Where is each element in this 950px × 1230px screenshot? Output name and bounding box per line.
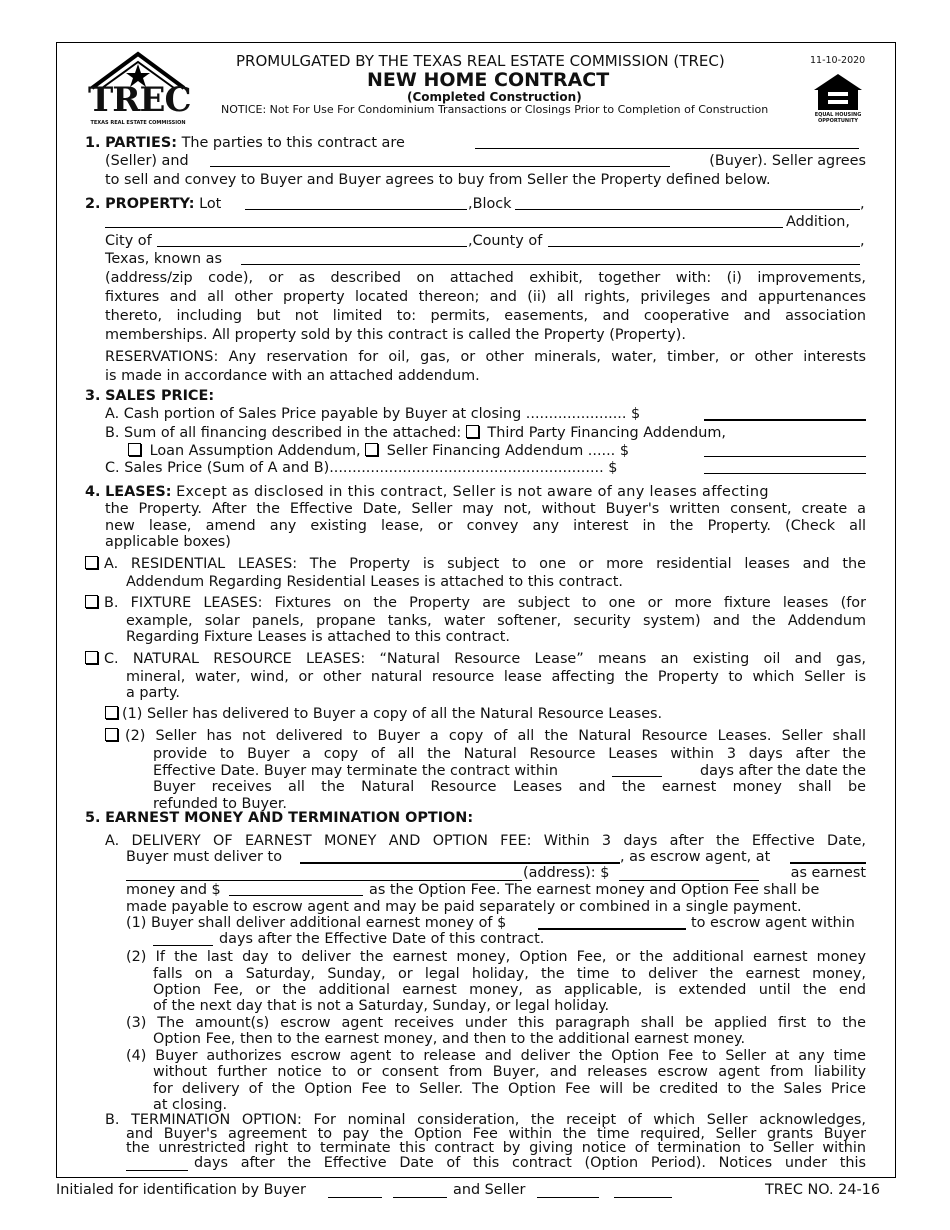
nr-option-2b: provide to Buyer a copy of all the Natural Resource Leases within 3 days after the [153, 746, 866, 762]
earnest-a4a: money and $ [126, 882, 221, 898]
earnest-a3b: as earnest [790, 865, 866, 881]
parties-line-1: 1. PARTIES: The parties to this contract are [85, 135, 405, 151]
form-date: 11-10-2020 [810, 55, 866, 66]
logo-text: TREC [88, 80, 191, 120]
sales-price-label: C. Sales Price (Sum of A and B)............................................................ $ [105, 460, 618, 476]
buyer-initial-1[interactable] [328, 1183, 382, 1198]
block-label: ,Block [468, 196, 512, 212]
holiday-c: Option Fee, or the additional earnest money, as applicable, is extended until the end [153, 982, 866, 998]
city-field[interactable] [157, 232, 467, 247]
third-party-checkbox[interactable] [466, 425, 479, 438]
financing-line-1: B. Sum of all financing described in the attached: Third Party Financing Addendum, [105, 425, 726, 441]
lot-field[interactable] [245, 195, 467, 210]
natural-resource-leases-checkbox[interactable] [85, 651, 98, 664]
city-label: City of [105, 233, 152, 249]
holiday-a: (2) If the last day to deliver the earnest money, Option Fee, or the additional earnest money [126, 949, 866, 965]
parties-field[interactable] [475, 134, 859, 149]
buyer-initial-2[interactable] [393, 1183, 447, 1198]
trec-number: TREC NO. 24-16 [765, 1182, 880, 1198]
logo-subtitle: TEXAS REAL ESTATE COMMISSION [90, 120, 186, 126]
address-field[interactable] [241, 250, 860, 265]
additional-earnest-c: days after the Effective Date of this contract. [219, 931, 545, 947]
nr-option-2c1: Effective Date. Buyer may terminate the contract within [153, 763, 559, 779]
leases-line-4: applicable boxes) [105, 534, 231, 550]
nr-days-field[interactable] [612, 762, 662, 777]
footer-and-seller: and Seller [453, 1182, 526, 1198]
header-notice: NOTICE: Not For Use For Condominium Transactions or Closings Prior to Completion of Construction [221, 103, 769, 116]
nr-option-2a: (2) Seller has not delivered to Buyer a copy of all the Natural Resource Leases. Seller shall [125, 728, 866, 744]
parties-line-2a: (Seller) and [105, 153, 189, 169]
nr-option-2e: refunded to Buyer. [153, 796, 288, 812]
county-label: ,County of [468, 233, 543, 249]
property-para-1: (address/zip code), or as described on attached exhibit, together with: (i) improvements, [105, 270, 866, 286]
termination-1: B. TERMINATION OPTION: For nominal consideration, the receipt of which Seller acknowledges, [105, 1112, 866, 1128]
fixture-leases-checkbox[interactable] [85, 595, 98, 608]
fixture-leases-3: Regarding Fixture Leases is attached to this contract. [126, 629, 510, 645]
natural-resource-2: mineral, water, wind, or other natural resource lease affecting the Property to which Seller is [126, 669, 866, 685]
leases-line-1: 4. LEASES: Except as disclosed in this contract, Seller is not aware of any leases affecting [85, 484, 769, 500]
amounts-b: Option Fee, then to the earnest money, and then to the additional earnest money. [153, 1031, 746, 1047]
parties-line-2b: (Buyer). Seller agrees [709, 153, 866, 169]
parties-line-3: to sell and convey to Buyer and Buyer agrees to buy from Seller the Property defined below. [105, 172, 771, 188]
subdivision-field[interactable] [105, 213, 783, 228]
termination-3: the unrestricted right to terminate this contract by giving notice of termination to Seller within [126, 1140, 866, 1156]
holiday-b: falls on a Saturday, Sunday, or legal holiday, the time to deliver the earnest money, [153, 966, 866, 982]
equal-housing-label: EQUAL HOUSING OPPORTUNITY [814, 112, 862, 124]
termination-2: and Buyer's agreement to pay the Option Fee within the time required, Seller grants Buyer [126, 1126, 866, 1142]
additional-earnest-field[interactable] [538, 914, 686, 930]
nr-not-delivered-checkbox[interactable] [105, 728, 118, 741]
property-para-4: memberships. All property sold by this contract is called the Property (Property). [105, 327, 686, 343]
additional-days-field[interactable] [153, 931, 213, 946]
earnest-a5: made payable to escrow agent and may be paid separately or combined in a single payment. [126, 899, 802, 915]
leases-line-3: new lease, amend any existing lease, or convey any interest in the Property. (Check all [105, 518, 866, 534]
county-field[interactable] [548, 232, 860, 247]
financing-field[interactable] [704, 442, 866, 457]
natural-resource-3: a party. [126, 685, 180, 701]
residential-leases-1: A. RESIDENTIAL LEASES: The Property is subject to one or more residential leases and the [104, 556, 866, 572]
nr-option-1: (1) Seller has delivered to Buyer a copy of all the Natural Resource Leases. [105, 705, 662, 723]
escrow-agent-field[interactable] [300, 848, 620, 864]
equal-housing-logo [808, 72, 868, 126]
equal-housing-icon [808, 72, 868, 112]
amounts-a: (3) The amount(s) escrow agent receives under this paragraph shall be applied first to the [126, 1015, 866, 1031]
earnest-a2b: , as escrow agent, at [620, 849, 771, 865]
document-title: NEW HOME CONTRACT [367, 69, 610, 91]
sales-price-heading: 3. SALES PRICE: [85, 388, 215, 404]
additional-earnest-b: to escrow agent within [691, 915, 855, 931]
leases-line-2: the Property. After the Effective Date, Seller may not, without Buyer's written consent, create a [105, 501, 866, 517]
release-b: without further notice to or consent from Buyer, and releases escrow agent from liability [153, 1064, 866, 1080]
option-fee-field[interactable] [229, 881, 363, 896]
footer-initialed: Initialed for identification by Buyer [56, 1182, 306, 1198]
sales-price-field[interactable] [704, 459, 866, 474]
nr-delivered-checkbox[interactable] [105, 706, 118, 719]
reservations-2: is made in accordance with an attached addendum. [105, 368, 480, 384]
property-para-2: fixtures and all other property located thereon; and (ii) all rights, privileges and appurtenances [105, 289, 866, 305]
escrow-address-field-1[interactable] [790, 848, 866, 864]
cash-portion-field[interactable] [704, 405, 866, 421]
escrow-address-field-2[interactable] [126, 866, 522, 881]
nr-option-2c2: days after the date the [700, 763, 866, 779]
option-period-days-field[interactable] [126, 1156, 188, 1171]
earnest-money-heading: 5. EARNEST MONEY AND TERMINATION OPTION: [85, 810, 474, 826]
nr-option-2d: Buyer receives all the Natural Resource Leases and the earnest money shall be [153, 779, 866, 795]
termination-4: days after the Effective Date of this contract (Option Period). Notices under this [194, 1155, 866, 1171]
fixture-checkbox-row [85, 594, 102, 612]
trec-logo [88, 48, 191, 128]
natural-resource-checkbox-row [85, 650, 102, 668]
fixture-leases-1: B. FIXTURE LEASES: Fixtures on the Property are subject to one or more fixture leases (for [104, 595, 866, 611]
addition-label: Addition, [786, 214, 850, 230]
earnest-a2a: Buyer must deliver to [126, 849, 282, 865]
holiday-d: of the next day that is not a Saturday, Sunday, or legal holiday. [153, 998, 610, 1014]
loan-assumption-checkbox[interactable] [128, 443, 141, 456]
residential-leases-2: Addendum Regarding Residential Leases is attached to this contract. [126, 574, 623, 590]
natural-resource-1: C. NATURAL RESOURCE LEASES: “Natural Resource Lease” means an existing oil and gas, [104, 651, 866, 667]
release-c: for delivery of the Option Fee to Seller. The Option Fee will be credited to the Sales Price [153, 1081, 866, 1097]
promulgated-line: PROMULGATED BY THE TEXAS REAL ESTATE COMMISSION (TREC) [236, 52, 725, 70]
section-heading: PARTIES: [105, 135, 177, 151]
earnest-a1: A. DELIVERY OF EARNEST MONEY AND OPTION FEE: Within 3 days after the Effective Date, [105, 833, 866, 849]
block-field[interactable] [515, 195, 860, 210]
section-number: 1. [85, 135, 101, 151]
fixture-leases-2: example, solar panels, propane tanks, water softener, security system) and the Addendum [126, 613, 866, 629]
additional-earnest-a: (1) Buyer shall deliver additional earnest money of $ [126, 915, 507, 931]
seller-initial-2[interactable] [614, 1183, 672, 1198]
property-para-3: thereto, including but not limited to: permits, easements, and cooperative and association [105, 308, 866, 324]
texas-label: Texas, known as [105, 251, 222, 267]
residential-leases-checkbox[interactable] [85, 556, 98, 569]
comma: , [860, 196, 865, 212]
seller-initial-1[interactable] [537, 1183, 599, 1198]
reservations-1: RESERVATIONS: Any reservation for oil, gas, or other minerals, water, timber, or other interests [105, 349, 866, 365]
comma: , [860, 233, 865, 249]
nr-option-2-box [105, 727, 122, 745]
release-a: (4) Buyer authorizes escrow agent to release and deliver the Option Fee to Seller at any time [126, 1048, 866, 1064]
document-subtitle: (Completed Construction) [407, 90, 582, 104]
cash-portion-label: A. Cash portion of Sales Price payable by Buyer at closing ...................... $ [105, 406, 641, 422]
earnest-a3a: (address): $ [523, 865, 610, 881]
seller-financing-checkbox[interactable] [365, 443, 378, 456]
property-line-1: 2. PROPERTY: Lot [85, 196, 222, 212]
financing-line-2: Loan Assumption Addendum, Seller Financing Addendum ...... $ [128, 442, 629, 460]
residential-checkbox-row [85, 555, 102, 573]
release-d: at closing. [153, 1097, 228, 1113]
earnest-amount-field[interactable] [619, 866, 759, 881]
buyer-field[interactable] [210, 152, 670, 167]
earnest-a4b: as the Option Fee. The earnest money and Option Fee shall be [369, 882, 820, 898]
